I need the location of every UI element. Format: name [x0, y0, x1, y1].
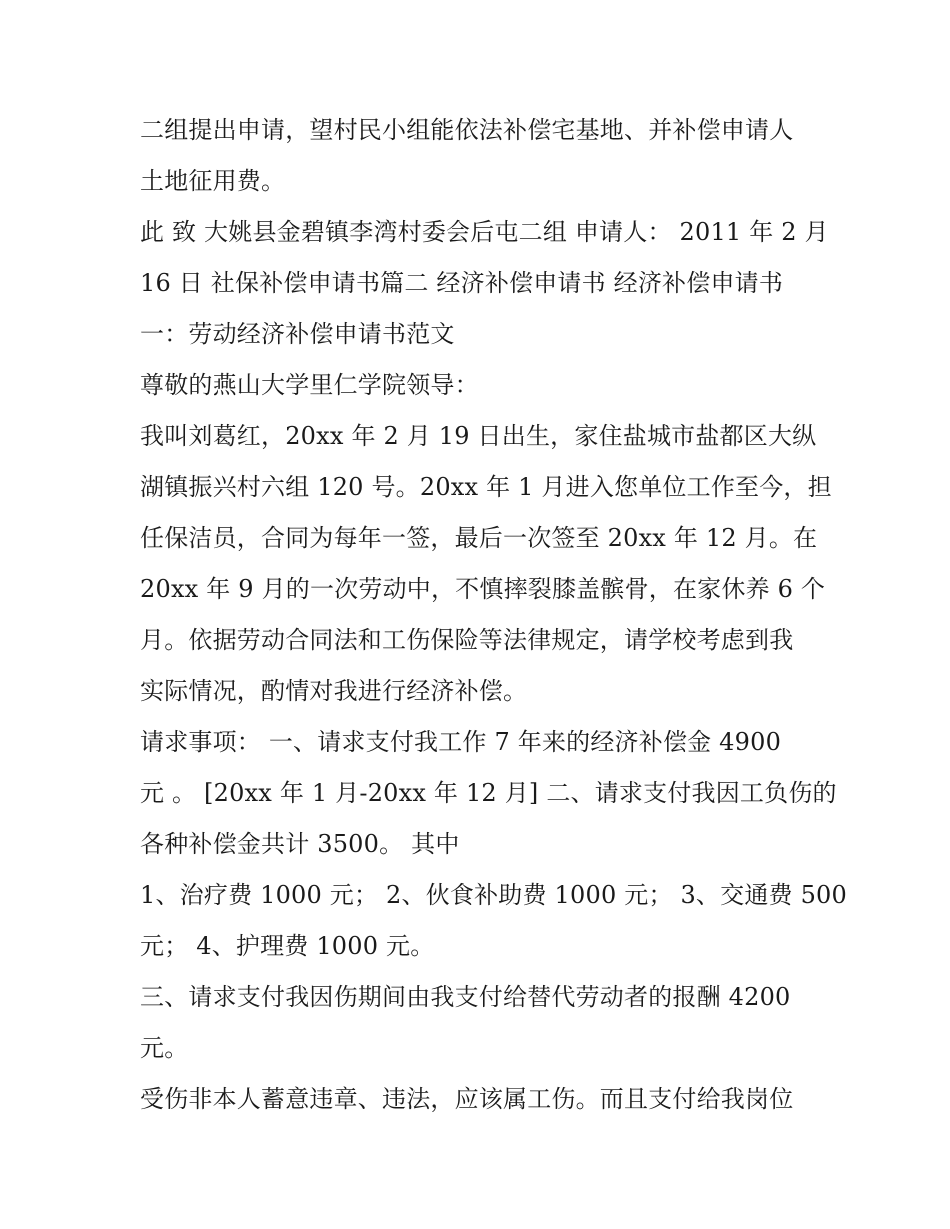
text-line: 元 。 [20xx 年 1 月-20xx 年 12 月] 二、请求支付我因工负伤的	[140, 779, 837, 807]
text-line: 元。	[140, 1034, 189, 1062]
text-line: 元； 4、护理费 1000 元。	[140, 932, 435, 960]
text-line: 20xx 年 9 月的一次劳动中，不慎摔裂膝盖髌骨，在家休养 6 个	[140, 575, 826, 603]
text-line: 请求事项： 一、请求支付我工作 7 年来的经济补偿金 4900	[140, 728, 782, 756]
text-line: 受伤非本人蓄意违章、违法，应该属工伤。而且支付给我岗位	[140, 1085, 794, 1113]
text-line: 我叫刘葛红，20xx 年 2 月 19 日出生，家住盐城市盐都区大纵	[140, 422, 817, 450]
text-line: 月。依据劳动合同法和工伤保险等法律规定，请学校考虑到我	[140, 626, 794, 654]
text-line: 三、请求支付我因伤期间由我支付给替代劳动者的报酬 4200	[140, 983, 791, 1011]
text-line: 此 致 大姚县金碧镇李湾村委会后屯二组 申请人： 2011 年 2 月	[140, 218, 829, 246]
text-line: 一：劳动经济补偿申请书范文	[140, 320, 455, 348]
text-line: 1、治疗费 1000 元； 2、伙食补助费 1000 元； 3、交通费 500	[140, 881, 847, 909]
text-line: 16 日 社保补偿申请书篇二 经济补偿申请书 经济补偿申请书	[140, 269, 784, 297]
text-line: 各种补偿金共计 3500。 其中	[140, 830, 460, 858]
document-body	[140, 105, 847, 1125]
text-line: 二组提出申请，望村民小组能依法补偿宅基地、并补偿申请人	[140, 116, 794, 144]
text-line: 任保洁员，合同为每年一签，最后一次签至 20xx 年 12 月。在	[140, 524, 818, 552]
text-line: 湖镇振兴村六组 120 号。20xx 年 1 月进入您单位工作至今，担	[140, 473, 832, 501]
text-line: 土地征用费。	[140, 167, 286, 195]
text-line: 尊敬的燕山大学里仁学院领导：	[140, 371, 479, 399]
text-line: 实际情况，酌情对我进行经济补偿。	[140, 677, 528, 705]
